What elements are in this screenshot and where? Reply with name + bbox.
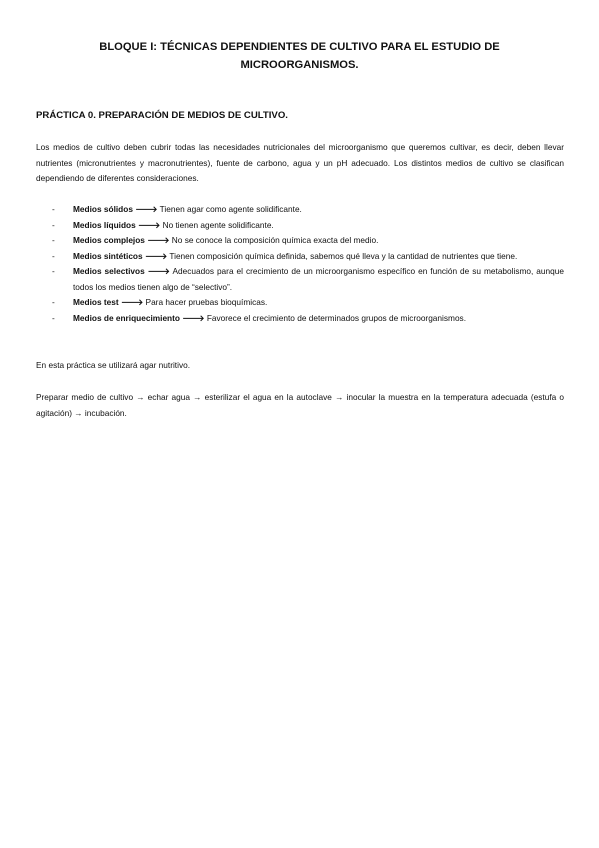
list-text: No tienen agente solidificante.: [162, 219, 274, 230]
arrow-icon: 🡒: [147, 266, 170, 276]
intro-paragraph: Los medios de cultivo deben cubrir todas las necesidades nutricionales del microorganismo que queremos cultivar, es decir, deben llevar nutrientes (micronutrientes y macronutrientes), fuente de carbono, agua y un pH adecuado. Los distintos medios de cultivo se clasifican dependiendo de diferentes consideraciones.: [36, 142, 564, 183]
list-dash: -: [52, 204, 55, 214]
list-dash: -: [52, 297, 55, 307]
list-dash: -: [52, 235, 55, 245]
arrow-icon: 🡒: [138, 219, 161, 230]
media-types-list: [36, 202, 564, 326]
list-term: Medios test: [73, 297, 119, 307]
list-term: Medios selectivos: [73, 266, 145, 276]
page-title: [60, 38, 539, 74]
list-term: Medios de enriquecimiento: [73, 312, 180, 323]
list-dash: -: [52, 219, 55, 230]
list-item: [36, 202, 564, 218]
list-item: [36, 311, 564, 327]
list-text: Tienen agar como agente solidificante.: [159, 204, 302, 214]
list-dash: -: [52, 312, 55, 323]
list-text: Adecuados para el crecimiento de un microorganismo específico en función de su metabolismo, aunque todos los medios tienen algo de “selectivo”.: [73, 266, 564, 292]
arrow-icon: 🡒: [144, 250, 168, 261]
list-dash: -: [52, 266, 55, 276]
title-line-2: MICROORGANISMOS.: [240, 59, 359, 71]
list-text: Tienen composición química definida, sabemos qué lleva y la cantidad de nutrientes que tiene.: [169, 250, 518, 261]
list-item: [36, 264, 564, 295]
arrow-icon: 🡒: [182, 312, 205, 323]
procedure-paragraph: Preparar medio de cultivo → echar agua → esterilizar el agua en la autoclave → inocular la muestra en la temperatura adecuada (estufa o agitación) → incubación.: [36, 392, 564, 418]
list-term: Medios sólidos: [73, 204, 133, 214]
list-item: [36, 295, 564, 311]
list-term: Medios complejos: [73, 235, 145, 245]
list-item: [36, 218, 564, 234]
arrow-icon: 🡒: [135, 204, 158, 214]
arrow-icon: 🡒: [120, 297, 144, 307]
note-paragraph: En esta práctica se utilizará agar nutritivo.: [36, 360, 191, 370]
list-term: Medios sintéticos: [73, 250, 143, 261]
list-text: No se conoce la composición química exacta del medio.: [171, 235, 379, 245]
arrow-icon: 🡒: [147, 235, 170, 245]
list-dash: -: [52, 250, 55, 261]
list-term: Medios líquidos: [73, 219, 136, 230]
title-line-1: BLOQUE I: TÉCNICAS DEPENDIENTES DE CULTIVO PARA EL ESTUDIO DE: [99, 41, 500, 53]
list-text: Para hacer pruebas bioquímicas.: [145, 297, 268, 307]
list-item: [36, 233, 564, 249]
section-heading: PRÁCTICA 0. PREPARACIÓN DE MEDIOS DE CULTIVO.: [36, 110, 288, 121]
list-text: Favorece el crecimiento de determinados grupos de microorganismos.: [206, 312, 467, 323]
list-item: [36, 249, 564, 265]
